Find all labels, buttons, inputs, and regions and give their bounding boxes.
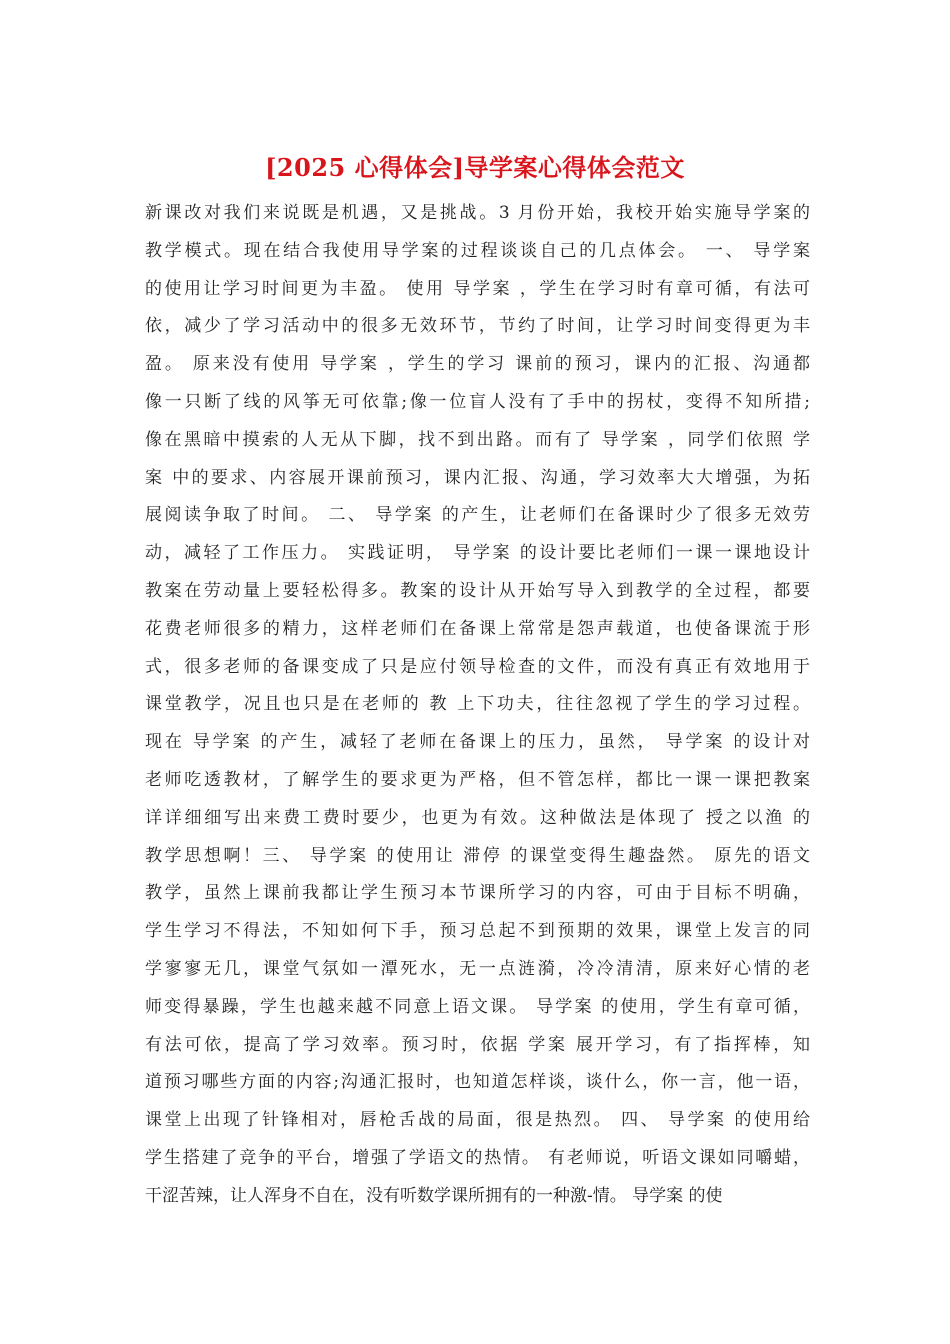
body-line: 老师吃透教材，了解学生的要求更为严格，但不管怎样，都比一课一课把教案	[145, 769, 810, 790]
body-line: 式，很多老师的备课变成了只是应付领导检查的文件，而没有真正有效地用于	[145, 656, 810, 677]
document-body	[145, 195, 810, 1216]
body-line: 学寥寥无几，课堂气氛如一潭死水，无一点涟漪，冷冷清清，原来好心情的老	[145, 958, 810, 979]
body-line: 干涩苦辣，让人浑身不自在，没有听数学课所拥有的一种激-情。 导学案 的使	[145, 1185, 723, 1206]
body-line: 现在 导学案 的产生，减轻了老师在备课上的压力，虽然， 导学案 的设计对	[145, 732, 810, 753]
body-line: 依，减少了学习活动中的很多无效环节，节约了时间，让学习时间变得更为丰	[145, 316, 810, 337]
body-line: 教案在劳动量上要轻松得多。教案的设计从开始写导入到教学的全过程，都要	[145, 580, 810, 601]
body-line: 展阅读争取了时间。 二、 导学案 的产生，让老师们在备课时少了很多无效劳	[145, 505, 810, 526]
body-line: 案 中的要求、内容展开课前预习，课内汇报、沟通，学习效率大大增强，为拓	[145, 467, 810, 488]
body-line: 动，减轻了工作压力。 实践证明， 导学案 的设计要比老师们一课一课地设计	[145, 543, 810, 564]
body-line: 教学思想啊！三、 导学案 的使用让 滞停 的课堂变得生趣盎然。 原先的语文	[145, 845, 810, 866]
body-line: 像在黑暗中摸索的人无从下脚，找不到出路。而有了 导学案 ，同学们依照 学	[145, 429, 810, 450]
body-line: 详详细细写出来费工费时要少，也更为有效。这种做法是体现了 授之以渔 的	[145, 807, 810, 828]
body-line: 花费老师很多的精力，这样老师们在备课上常常是怨声载道，也使备课流于形	[145, 618, 810, 639]
body-line: 教学，虽然上课前我都让学生预习本节课所学习的内容，可由于目标不明确，	[145, 883, 810, 904]
body-line: 的使用让学习时间更为丰盈。 使用 导学案 ，学生在学习时有章可循，有法可	[145, 278, 810, 299]
body-line: 盈。 原来没有使用 导学案 ，学生的学习 课前的预习，课内的汇报、沟通都	[145, 354, 810, 375]
body-line: 师变得暴躁，学生也越来越不同意上语文课。 导学案 的使用，学生有章可循，	[145, 996, 810, 1017]
body-line: 学生学习不得法，不知如何下手，预习总起不到预期的效果，课堂上发言的同	[145, 921, 810, 942]
document-title: [2025 心得体会]导学案心得体会范文	[265, 153, 685, 182]
body-line: 课堂教学，况且也只是在老师的 教 上下功夫，往往忽视了学生的学习过程。	[145, 694, 810, 715]
body-line: 像一只断了线的风筝无可依靠;像一位盲人没有了手中的拐杖，变得不知所措;	[145, 391, 810, 412]
body-line: 教学模式。现在结合我使用导学案的过程谈谈自己的几点体会。 一、 导学案	[145, 240, 810, 261]
body-line: 道预习哪些方面的内容;沟通汇报时，也知道怎样谈，谈什么，你一言，他一语，	[145, 1072, 810, 1093]
body-line: 学生搭建了竞争的平台，增强了学语文的热情。 有老师说，听语文课如同嚼蜡，	[145, 1147, 810, 1168]
body-line: 有法可依，提高了学习效率。预习时，依据 学案 展开学习，有了指挥棒，知	[145, 1034, 810, 1055]
body-line: 新课改对我们来说既是机遇，又是挑战。3 月份开始，我校开始实施导学案的	[145, 203, 810, 223]
body-line: 课堂上出现了针锋相对，唇枪舌战的局面，很是热烈。 四、 导学案 的使用给	[145, 1110, 810, 1131]
